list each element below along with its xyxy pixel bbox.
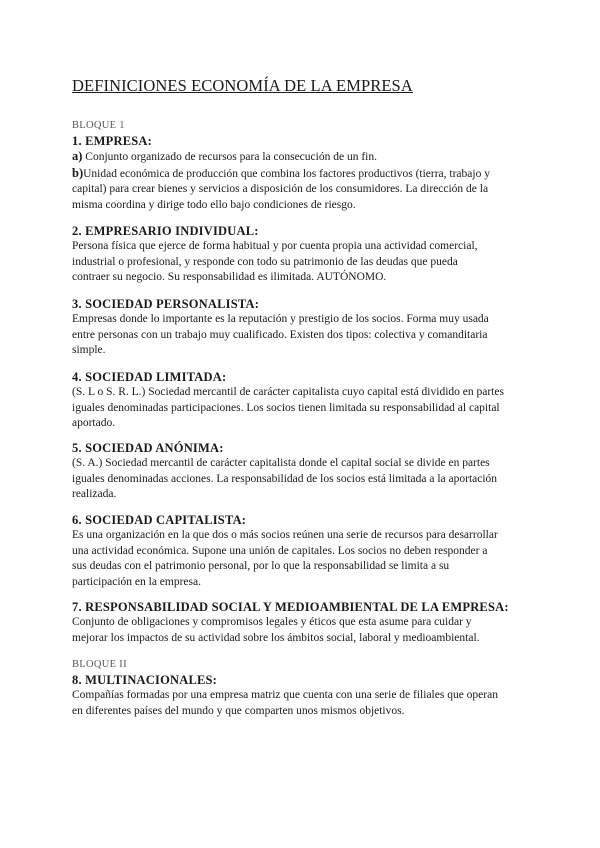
section-body-personalista (72, 312, 530, 359)
text-line: Es una organización en la que dos o más socios reúnen una serie de recursos para desarrollar (72, 529, 498, 541)
page-title: DEFINICIONES ECONOMÍA DE LA EMPRESA (72, 76, 413, 95)
text-line: misma coordina y dirige todo ello bajo condiciones de riesgo. (72, 198, 356, 211)
text-line: industrial o profesional, y responde con todo su patrimonio de las deudas que pueda (72, 255, 458, 268)
text-line: simple. (72, 344, 106, 356)
section-body-empresa (72, 149, 530, 213)
text-line: contraer su negocio. Su responsabilidad es ilimitada. AUTÓNOMO. (72, 271, 387, 283)
text-line: Empresas donde lo importante es la reputación y prestigio de los socios. Forma muy usada (72, 313, 489, 325)
text-line: sus deudas con el patrimonio personal, por lo que la responsabilidad se limita a su (72, 560, 450, 572)
item-label: b) (72, 165, 84, 180)
text-line: capital) para crear bienes y servicios a disposición de los consumidores. La dirección de la (72, 183, 489, 195)
text-line: Unidad económica de producción que combina los factores productivos (tierra, trabajo y (83, 167, 490, 180)
section-body-capitalista (72, 528, 530, 590)
item-label: a) (72, 149, 83, 163)
text-line: aportado. (72, 417, 116, 429)
text-line: Conjunto de obligaciones y compromisos legales y éticos que esta asume para cuidar y (72, 616, 472, 628)
text-line: (S. L o S. R. L.) Sociedad mercantil de carácter capitalista cuyo capital está dividido en partes (72, 386, 504, 398)
section-heading-personalista: 3. SOCIEDAD PERSONALISTA: (72, 297, 260, 311)
section-body-limitada (72, 385, 530, 432)
section-heading-anonima: 5. SOCIEDAD ANÓNIMA: (72, 441, 224, 455)
text-line: participación en la empresa. (72, 575, 201, 588)
section-body-responsabilidad (72, 615, 530, 646)
section-body-multinacionales (72, 688, 530, 719)
text-line: en diferentes países del mundo y que comparten unos mismos objetivos. (72, 704, 405, 717)
text-line: Compañías formadas por una empresa matriz que cuenta con una serie de filiales que operan (72, 689, 498, 701)
block-label-1: BLOQUE 1 (72, 120, 125, 131)
text-line: una actividad económica. Supone una unión de capitales. Los socios no deben responder a (72, 544, 488, 557)
section-body-empresario (72, 239, 530, 286)
section-heading-capitalista: 6. SOCIEDAD CAPITALISTA: (72, 513, 247, 527)
definition-a (72, 149, 530, 166)
section-heading-responsabilidad: 7. RESPONSABILIDAD SOCIAL Y MEDIOAMBIENTAL DE LA EMPRESA: (72, 600, 509, 614)
block-label-2: BLOQUE II (72, 659, 127, 670)
definition-b (72, 166, 530, 183)
text-line: Conjunto organizado de recursos para la consecución de un fin. (85, 151, 377, 163)
section-body-anonima (72, 456, 530, 503)
text-line: Persona física que ejerce de forma habitual y por cuenta propia una actividad comercial, (72, 240, 478, 252)
text-line: mejorar los impactos de su actividad sobre los ámbitos social, laboral y medioambiental. (72, 631, 480, 644)
section-heading-empresario: 2. EMPRESARIO INDIVIDUAL: (72, 224, 259, 238)
text-line: entre personas con un trabajo muy cualificado. Existen dos tipos: colectiva y comanditaria (72, 328, 488, 341)
section-heading-multinacionales: 8. MULTINACIONALES: (72, 673, 218, 687)
section-heading-limitada: 4. SOCIEDAD LIMITADA: (72, 370, 227, 384)
text-line: iguales denominadas participaciones. Los socios tienen limitada su responsabilidad al capital (72, 401, 500, 414)
text-line: iguales denominadas acciones. La responsabilidad de los socios está limitada a la aportación (72, 472, 498, 485)
text-line: (S. A.) Sociedad mercantil de carácter capitalista donde el capital social se divide en partes (72, 457, 490, 469)
section-heading-empresa: 1. EMPRESA: (72, 134, 152, 148)
text-line: realizada. (72, 488, 117, 500)
